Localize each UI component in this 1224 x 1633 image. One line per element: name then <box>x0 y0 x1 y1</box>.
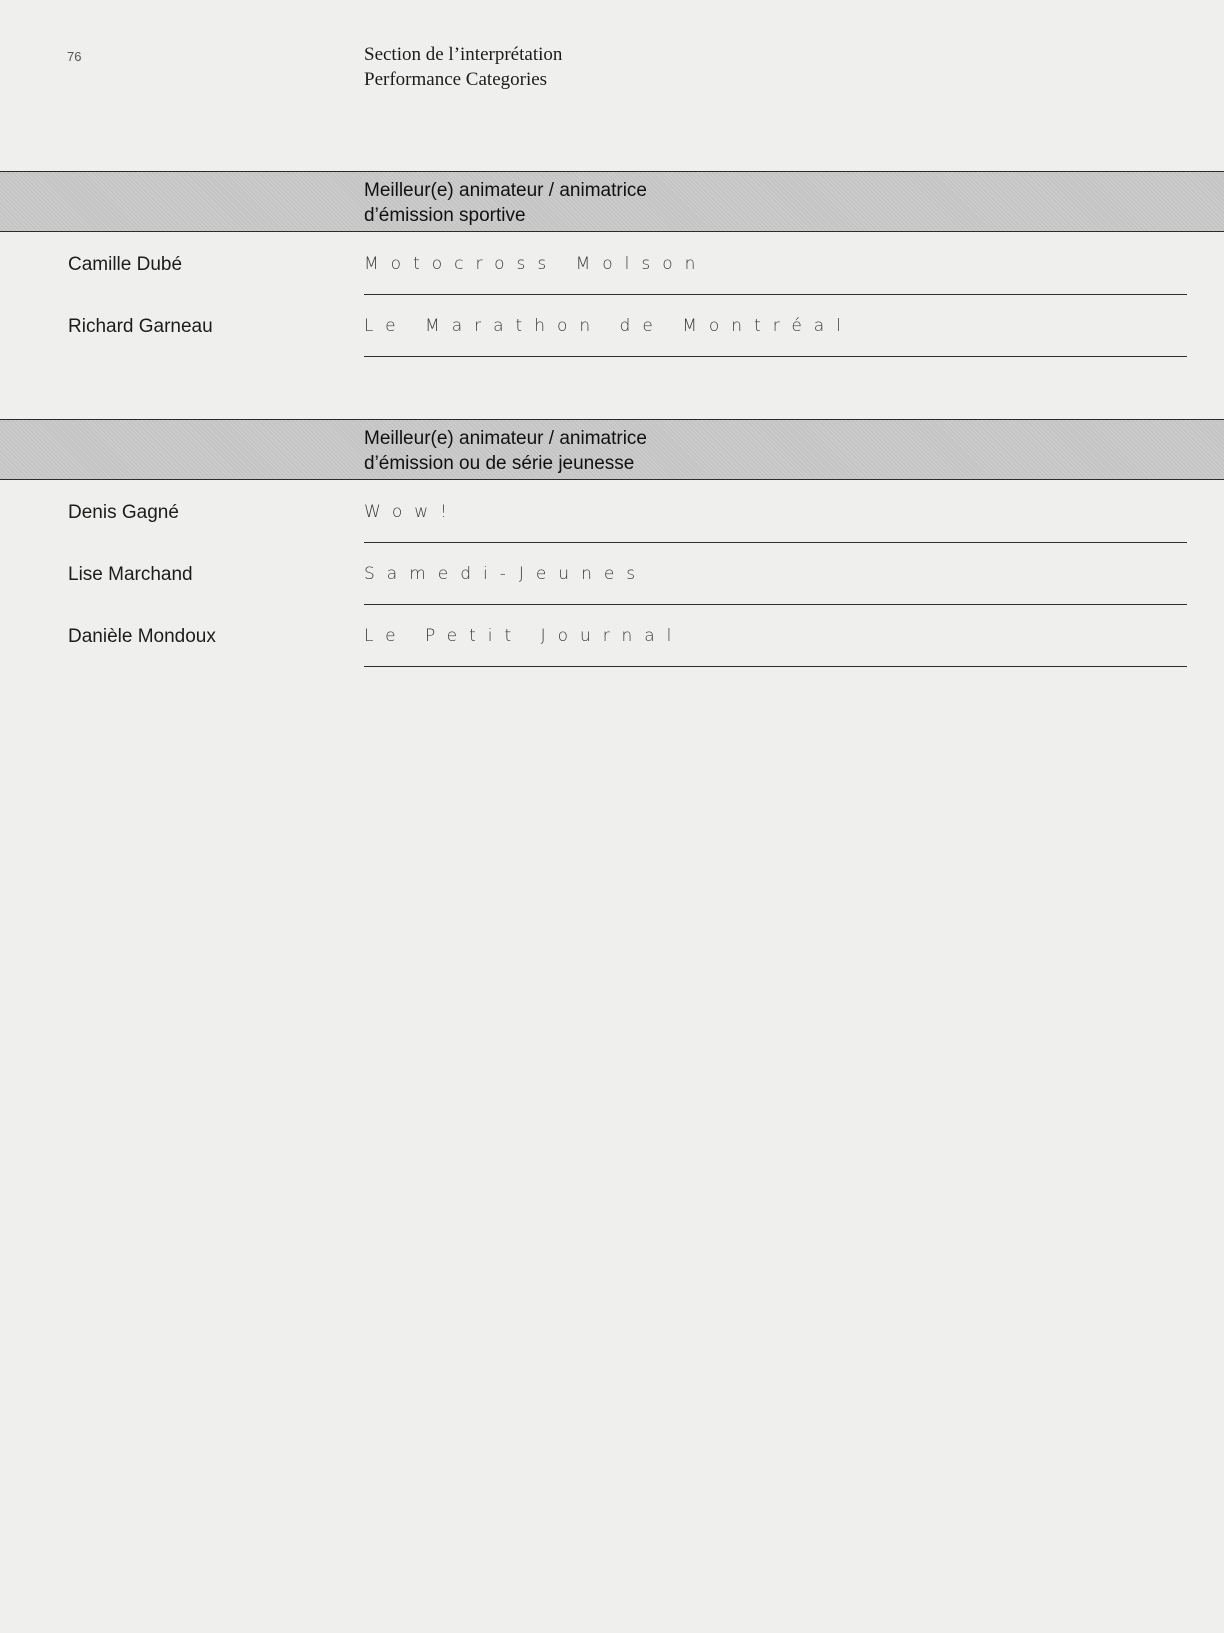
divider-rule <box>364 356 1187 357</box>
header-line-english: Performance Categories <box>364 69 548 90</box>
nominee-name: Danièle Mondoux <box>68 626 216 647</box>
nominee-row <box>0 254 1224 316</box>
program-title: Wow! <box>364 502 459 522</box>
divider-rule <box>364 542 1187 543</box>
category-band <box>0 171 1224 232</box>
divider-rule <box>364 294 1187 295</box>
category-band <box>0 419 1224 480</box>
program-title: Le Marathon de Montréal <box>364 316 853 336</box>
program-title: Motocross Molson <box>364 254 708 274</box>
header-line-french: Section de l’interprétation <box>364 44 563 65</box>
nominee-name: Camille Dubé <box>68 254 183 275</box>
category-title-line: d’émission sportive <box>364 205 526 226</box>
nominee-name: Lise Marchand <box>68 564 193 585</box>
nominee-name: Richard Garneau <box>68 316 213 337</box>
page-number: 76 <box>67 49 82 64</box>
category-title <box>364 178 647 228</box>
nominee-row <box>0 564 1224 626</box>
divider-rule <box>364 666 1187 667</box>
nominee-row <box>0 502 1224 564</box>
category-title-line: d’émission ou de série jeunesse <box>364 453 635 474</box>
category-title-line: Meilleur(e) animateur / animatrice <box>364 428 647 449</box>
program-title: Samedi-Jeunes <box>364 564 648 584</box>
nominee-row <box>0 626 1224 688</box>
program-title: Le Petit Journal <box>364 626 684 646</box>
category-title <box>364 426 647 476</box>
nominee-row <box>0 316 1224 378</box>
category-title-line: Meilleur(e) animateur / animatrice <box>364 180 647 201</box>
divider-rule <box>364 604 1187 605</box>
nominee-name: Denis Gagné <box>68 502 179 523</box>
page-header <box>364 42 562 92</box>
